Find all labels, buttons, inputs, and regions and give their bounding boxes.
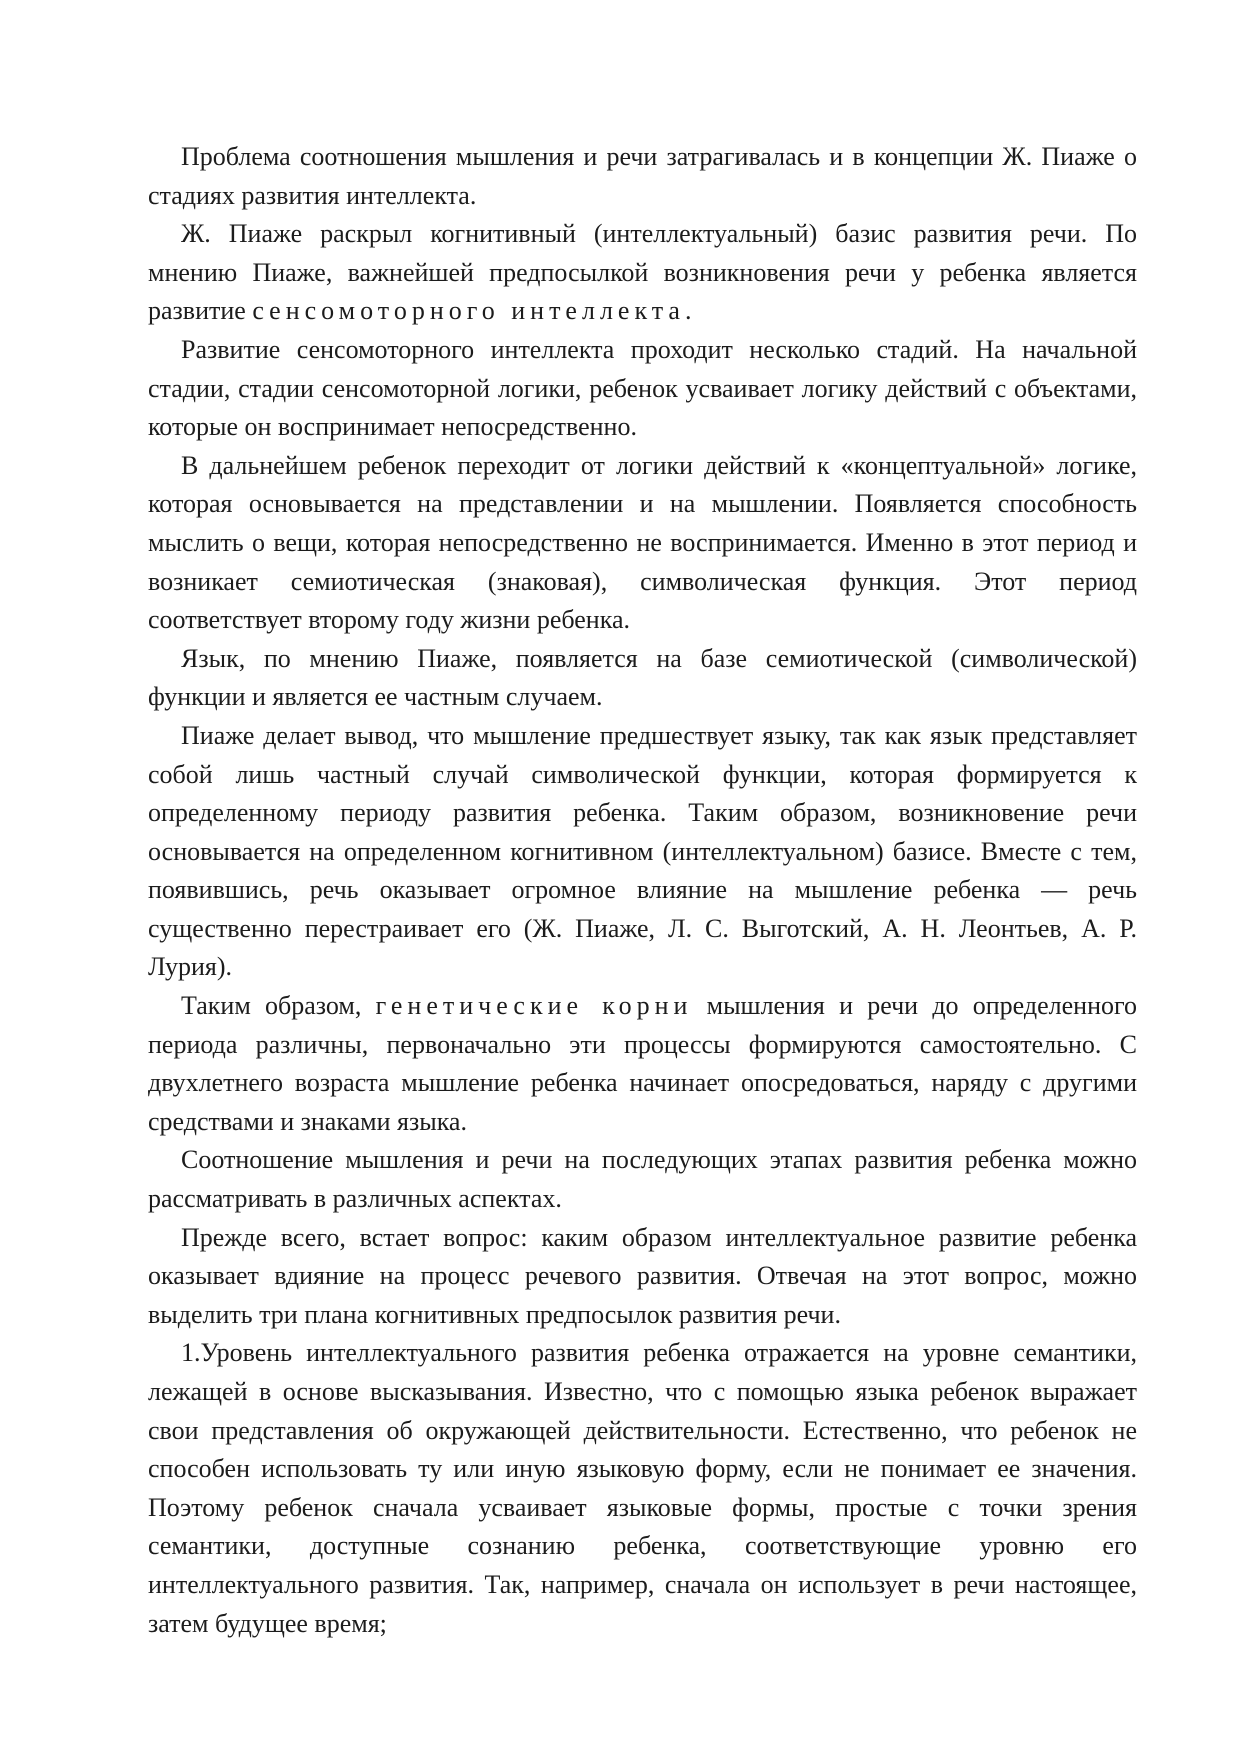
text-run: Язык, по мнению Пиаже, появляется на базе семиотической (символической) функции и является ее частным случаем. [148,643,1137,712]
paragraph [148,331,1137,447]
paragraph [148,717,1137,987]
text-run: 1.Уровень интеллектуального развития ребенка отражается на уровне семантики, лежащей в основе высказывания. Известно, что с помощью языка ребенок выражает свои представления об окружающей действительности. Естественно, что ребенок не способен использовать ту или иную языковую форму, если не понимает ее значения. Поэтому ребенок сначала усваивает языковые формы, простые с точки зрения семантики, доступные сознанию ребенка, соответствующие уровню его интеллектуального развития. Так, например, сначала он использует в речи настоящее, затем будущее время; [148,1338,1137,1638]
text-run: Развитие сенсомоторного интеллекта проходит несколько стадий. На начальной стадии, стадии сенсомоторной логики, ребенок усваивает логику действий с объектами, которые он воспринимает непосредственно. [148,334,1137,442]
text-run: Пиаже делает вывод, что мышление предшествует языку, так как язык представляет собой лишь частный случай символической функции, которая формируется к определенному периоду развития ребенка. Таким образом, возникновение речи основывается на определенном когнитивном (интеллектуальном) базисе. Вместе с тем, появившись, речь оказывает огромное влияние на мышление ребенка — речь существенно перестраивает его (Ж. Пиаже, Л. С. Выготский, А. Н. Леонтьев, А. Р. Лурия). [148,720,1137,982]
document-page [148,138,1137,1643]
spaced-emphasis: сенсомоторного интеллекта [252,296,685,326]
text-run: В дальнейшем ребенок переходит от логики действий к «концептуальной» логике, которая основывается на представлении и на мышлении. Появляется способность мыслить о вещи, которая непосредственно не воспринимается. Именно в этот период и возникает семиотическая (знаковая), символическая функция. Этот период соответствует второму году жизни ребенка. [148,450,1137,635]
text-run: Соотношение мышления и речи на последующих этапах развития ребенка можно рассматривать в различных аспектах. [148,1145,1137,1214]
text-run: мышления и речи до определенного периода различны, первоначально эти процессы формируются самостоятельно. С двухлетнего возраста мышление ребенка начинает опосредоваться, наряду с другими средствами и знаками языка. [148,991,1137,1136]
paragraph [148,987,1137,1141]
paragraph [148,447,1137,640]
paragraph [148,1219,1137,1335]
paragraph [148,640,1137,717]
text-run: Ж. Пиаже раскрыл когнитивный (интеллектуальный) базис развития речи. По мнению Пиаже, важнейшей предпосылкой возникновения речи у ребенка является развитие [148,219,1137,326]
paragraph [148,138,1137,215]
text-run: Прежде всего, встает вопрос: каким образом интеллектуальное развитие ребенка оказывает вдияние на процесс речевого развития. Отвечая на этот вопрос, можно выделить три плана когнитивных предпосылок развития речи. [148,1222,1137,1329]
text-run: . [684,296,692,326]
paragraph [148,215,1137,331]
paragraph [148,1334,1137,1643]
text-run: Таким образом, [181,991,376,1021]
text-run: Проблема соотношения мышления и речи затрагивалась и в концепции Ж. Пиаже о стадиях развития интеллекта. [148,142,1137,210]
paragraph [148,1141,1137,1218]
spaced-emphasis: генетические корни [375,991,693,1021]
